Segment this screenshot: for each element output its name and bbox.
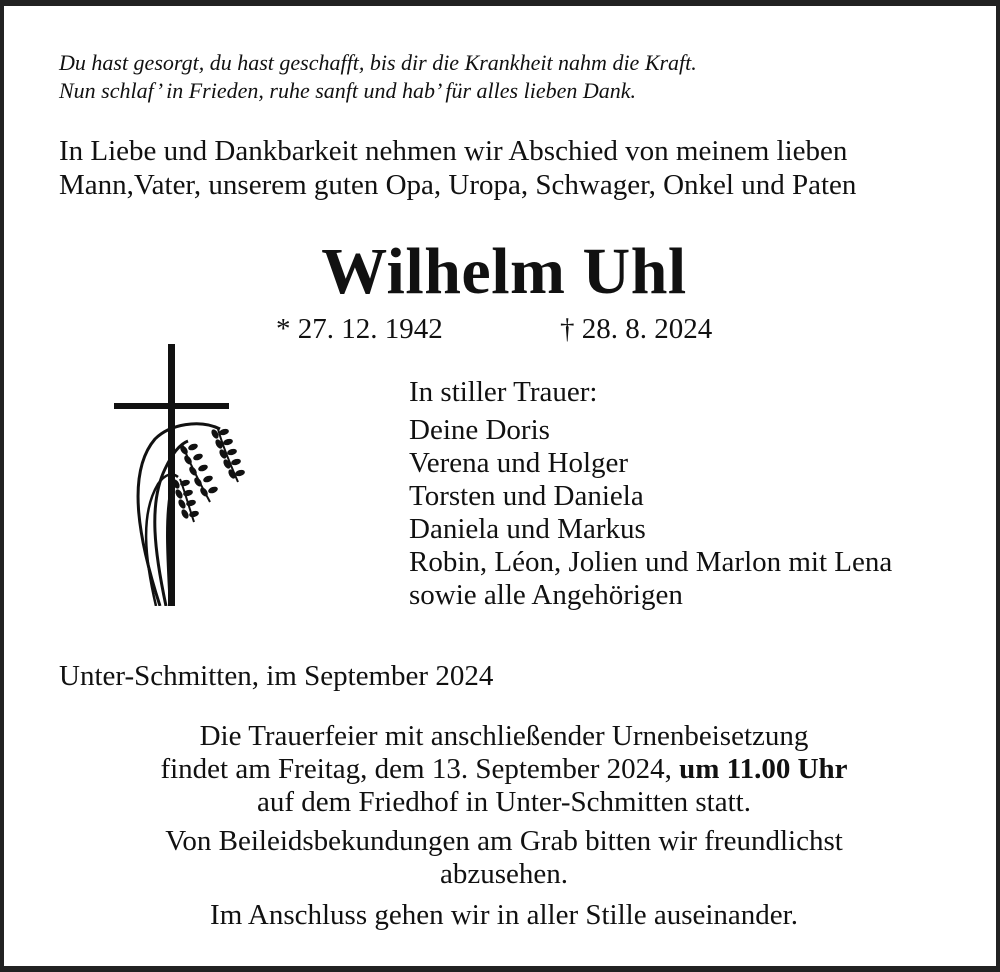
mourner-entry: Deine Doris: [409, 414, 550, 446]
intro-line-2: Mann,Vater, unserem guten Opa, Uropa, Schwager, Onkel und Paten: [59, 169, 857, 201]
place-date: Unter-Schmitten, im September 2024: [59, 660, 494, 692]
mourner-entry: Torsten und Daniela: [409, 480, 644, 512]
cross-with-wheat-icon: [110, 344, 250, 606]
death-date: † 28. 8. 2024: [560, 313, 713, 345]
mourners-heading: In stiller Trauer:: [409, 376, 598, 408]
request-line-1: Von Beileidsbekundungen am Grab bitten wir freundlichst: [165, 825, 843, 857]
funeral-line-1: Die Trauerfeier mit anschließender Urnenbeisetzung: [199, 720, 809, 752]
funeral-line-2: [4, 753, 1000, 786]
closing-line: Im Anschluss gehen wir in aller Stille auseinander.: [210, 899, 798, 931]
birth-date: * 27. 12. 1942: [276, 313, 443, 345]
deceased-name: Wilhelm Uhl: [321, 235, 687, 308]
motto-line-1: Du hast gesorgt, du hast geschafft, bis dir die Krankheit nahm die Kraft.: [59, 50, 697, 75]
mourner-entry: Daniela und Markus: [409, 513, 646, 545]
request-line-2: abzusehen.: [439, 858, 569, 890]
motto-line-2: Nun schlaf’ in Frieden, ruhe sanft und hab’ für alles lieben Dank.: [59, 78, 637, 103]
mourner-entry: sowie alle Angehörigen: [409, 579, 683, 611]
mourner-entry: Verena und Holger: [409, 447, 629, 479]
intro-line-1: In Liebe und Dankbarkeit nehmen wir Abschied von meinem lieben: [59, 135, 848, 167]
funeral-date-text: findet am Freitag, dem 13. September 2024,: [160, 753, 680, 785]
mourner-entry: Robin, Léon, Jolien und Marlon mit Lena: [409, 546, 893, 578]
funeral-time: um 11.00 Uhr: [679, 753, 848, 785]
funeral-line-3: auf dem Friedhof in Unter-Schmitten statt.: [257, 786, 751, 818]
